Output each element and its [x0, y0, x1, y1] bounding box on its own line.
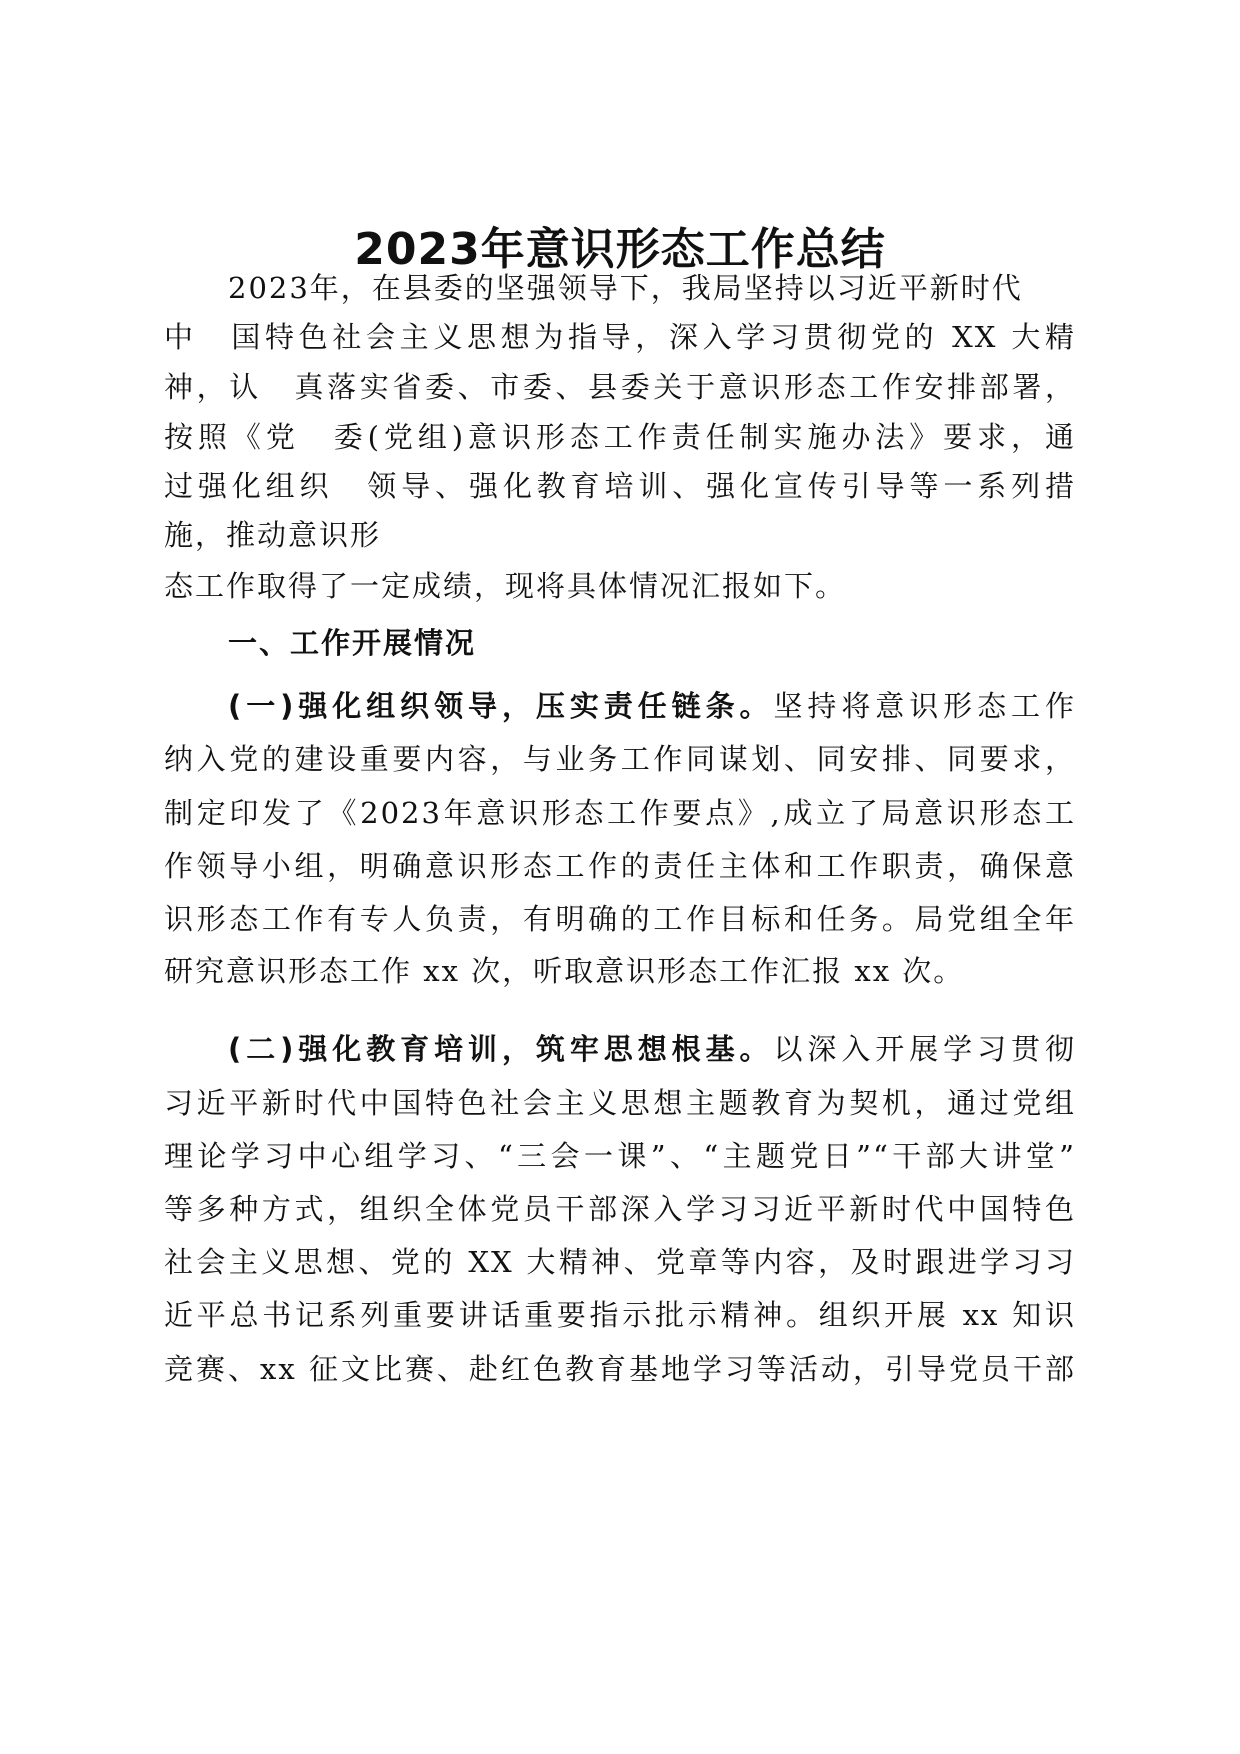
intro-line-4: 按照《党 委(党组)意识形态工作责任制实施办法》要求，通 — [164, 420, 1076, 454]
sub1-line-3: 制定印发了《2023年意识形态工作要点》,成立了局意识形态工 — [164, 796, 1076, 830]
sub1-line-6: 研究意识形态工作 xx 次，听取意识形态工作汇报 xx 次。 — [164, 954, 965, 988]
sub2-line-2: 习近平新时代中国特色社会主义思想主题教育为契机，通过党组 — [164, 1086, 1076, 1120]
sub1-line-4: 作领导小组，明确意识形态工作的责任主体和工作职责，确保意 — [164, 849, 1076, 883]
sub1-lead: (一)强化组织领导，压实责任链条。 — [228, 689, 774, 723]
sub2-line-5: 社会主义思想、党的 XX 大精神、党章等内容，及时跟进学习习 — [164, 1245, 1076, 1279]
sub1-line-2: 纳入党的建设重要内容，与业务工作同谋划、同安排、同要求， — [164, 742, 1076, 776]
sub2-lead: (二)强化教育培训，筑牢思想根基。 — [228, 1032, 774, 1066]
sub2-first-line — [228, 1029, 1076, 1069]
intro-line-7: 态工作取得了一定成绩，现将具体情况汇报如下。 — [164, 569, 847, 603]
sub2-line-4: 等多种方式，组织全体党员干部深入学习习近平新时代中国特色 — [164, 1192, 1076, 1226]
sub2-line-3: 理论学习中心组学习、“三会一课”、“主题党日”“干部大讲堂” — [164, 1139, 1076, 1173]
sub1-first-rest: 坚持将意识形态工作 — [773, 689, 1076, 723]
sub2-first-rest: 以深入开展学习贯彻 — [773, 1032, 1076, 1066]
intro-line-2: 中 国特色社会主义思想为指导，深入学习贯彻党的 XX 大精 — [164, 320, 1076, 354]
intro-line-1: 2023年，在县委的坚强领导下，我局坚持以习近平新时代 — [228, 271, 1023, 305]
sub1-first-line — [228, 686, 1076, 726]
section-heading-1: 一、工作开展情况 — [228, 626, 477, 660]
intro-line-6: 施，推动意识形 — [164, 518, 382, 552]
document-title: 2023年意识形态工作总结 — [354, 224, 886, 275]
sub2-line-6: 近平总书记系列重要讲话重要指示批示精神。组织开展 xx 知识 — [164, 1298, 1076, 1332]
intro-line-3: 神，认 真落实省委、市委、县委关于意识形态工作安排部署， — [164, 370, 1076, 404]
sub1-line-5: 识形态工作有专人负责，有明确的工作目标和任务。局党组全年 — [164, 902, 1076, 936]
intro-line-5: 过强化组织 领导、强化教育培训、强化宣传引导等一系列措 — [164, 469, 1076, 503]
sub2-line-7: 竞赛、xx 征文比赛、赴红色教育基地学习等活动，引导党员干部 — [164, 1352, 1076, 1386]
